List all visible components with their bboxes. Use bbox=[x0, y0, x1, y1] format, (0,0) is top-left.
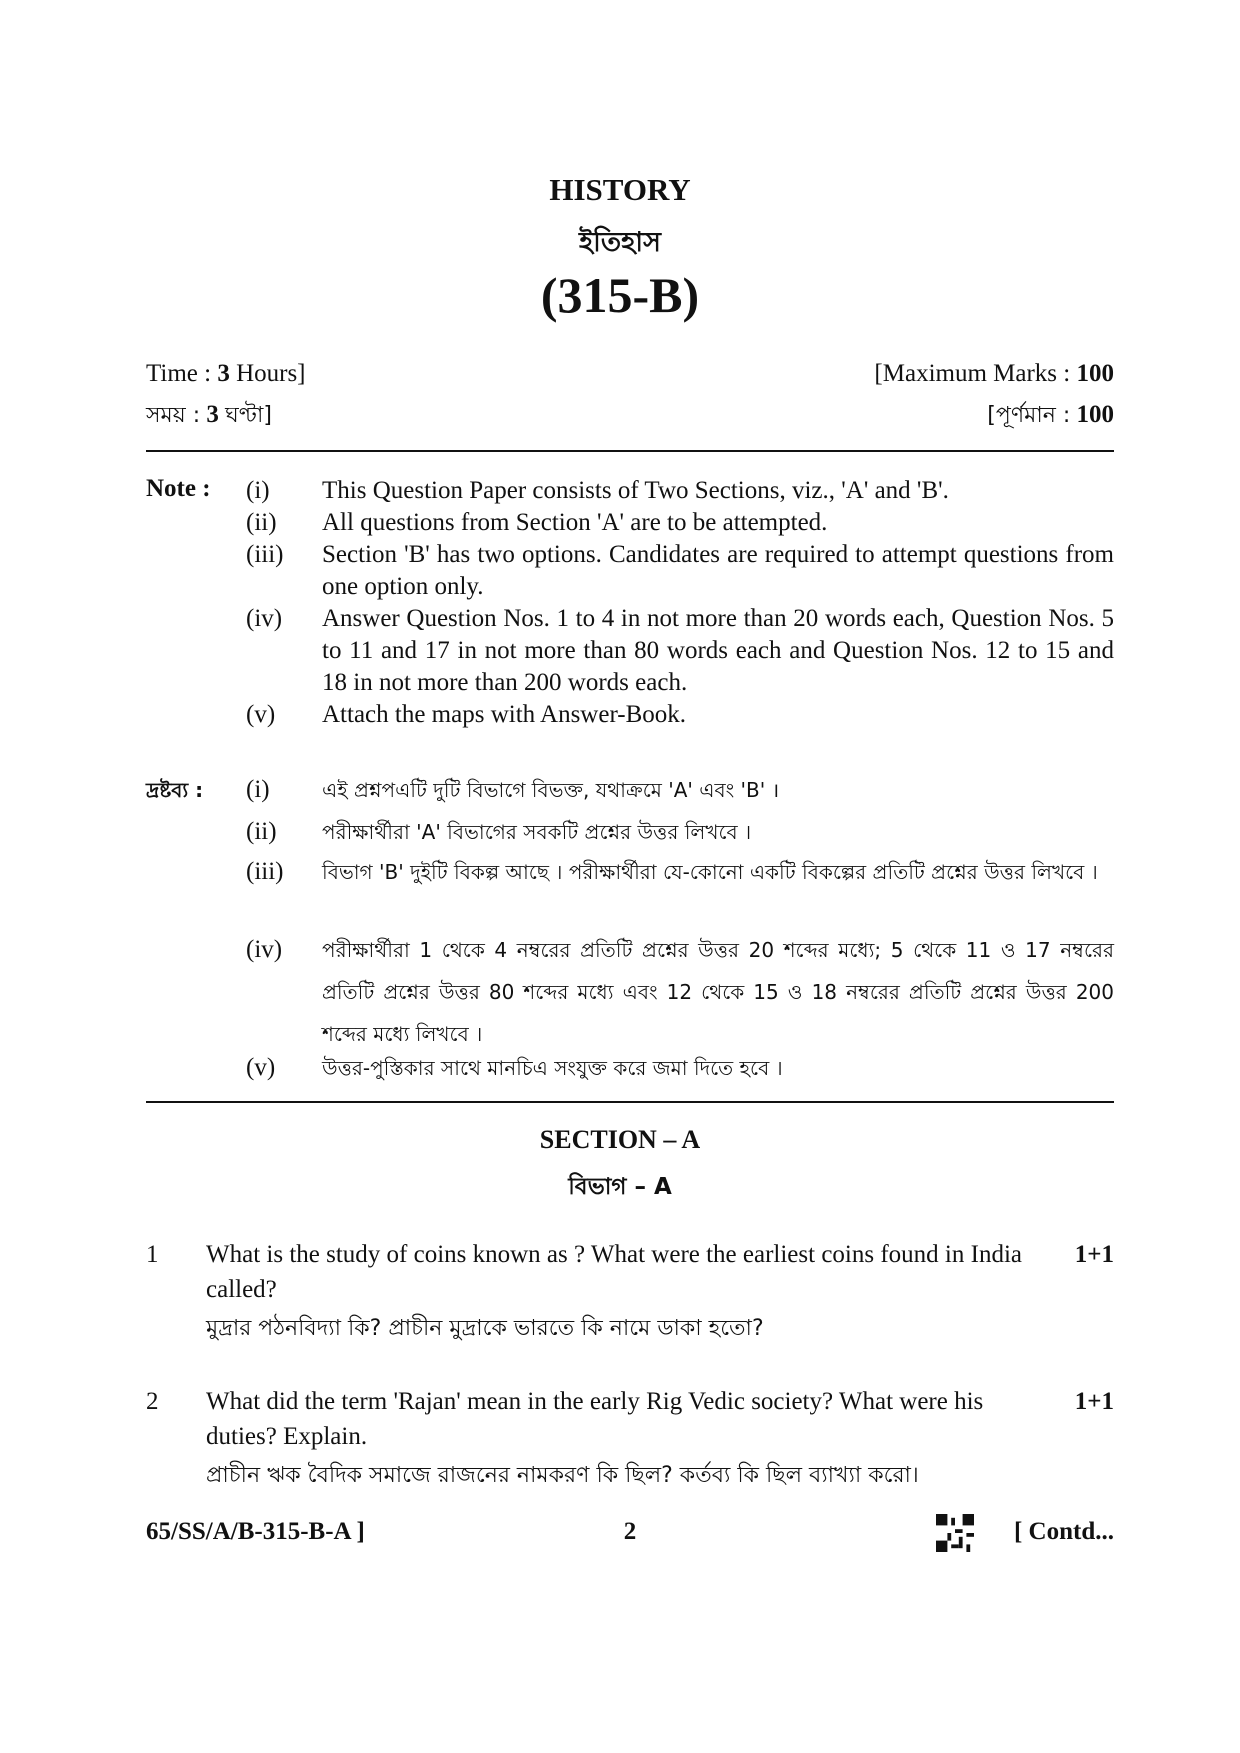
time-info-bengali: সময় : 3 ঘণ্টা] bbox=[146, 401, 272, 428]
paper-title-bengali: ইতিহাস bbox=[579, 227, 661, 258]
subject-code: (315-B) bbox=[540, 267, 700, 323]
question-number: 2 bbox=[146, 1388, 159, 1415]
divider bbox=[146, 1101, 1114, 1103]
max-marks-info-bengali: [পূর্ণমান : 100 bbox=[987, 401, 1114, 428]
qr-code-icon bbox=[936, 1514, 974, 1552]
max-marks-info: [Maximum Marks : 100 bbox=[874, 360, 1114, 387]
page-number: 2 bbox=[623, 1518, 637, 1545]
question-number: 1 bbox=[146, 1241, 159, 1268]
paper-title: HISTORY bbox=[549, 172, 691, 207]
question-text: What did the term 'Rajan' mean in the early Rig Vedic society? What were his duties? Explain. প্রাচীন ঋক বৈদিক সমাজে রাজনের নামকরণ কি ছিল? কর্তব্য কি ছিল ব্যাখ্যা করো। bbox=[206, 1384, 1046, 1493]
note-heading-bengali: দ্রষ্টব্য : bbox=[146, 778, 204, 802]
divider bbox=[146, 450, 1114, 452]
question-text-bengali: প্রাচীন ঋক বৈদিক সমাজে রাজনের নামকরণ কি ছিল? কর্তব্য কি ছিল ব্যাখ্যা করো। bbox=[206, 1463, 919, 1488]
section-title: SECTION – A bbox=[539, 1125, 701, 1154]
section-title-bengali: বিভাগ – A bbox=[568, 1174, 672, 1200]
time-info: Time : 3 Hours] bbox=[146, 360, 306, 387]
question-marks: 1+1 bbox=[1074, 1241, 1114, 1268]
paper-code: 65/SS/A/B-315-B-A ] bbox=[146, 1518, 365, 1545]
question-text: What is the study of coins known as ? What were the earliest coins found in India called? মুদ্রার পঠনবিদ্যা কি? প্রাচীন মুদ্রাকে ভারতে কি নামে ডাকা হতো? bbox=[206, 1237, 1046, 1346]
question-marks: 1+1 bbox=[1074, 1388, 1114, 1415]
continued-label: [ Contd... bbox=[1013, 1518, 1114, 1545]
note-heading: Note : bbox=[146, 475, 211, 502]
question-text-bengali: মুদ্রার পঠনবিদ্যা কি? প্রাচীন মুদ্রাকে ভারতে কি নামে ডাকা হতো? bbox=[206, 1316, 764, 1341]
